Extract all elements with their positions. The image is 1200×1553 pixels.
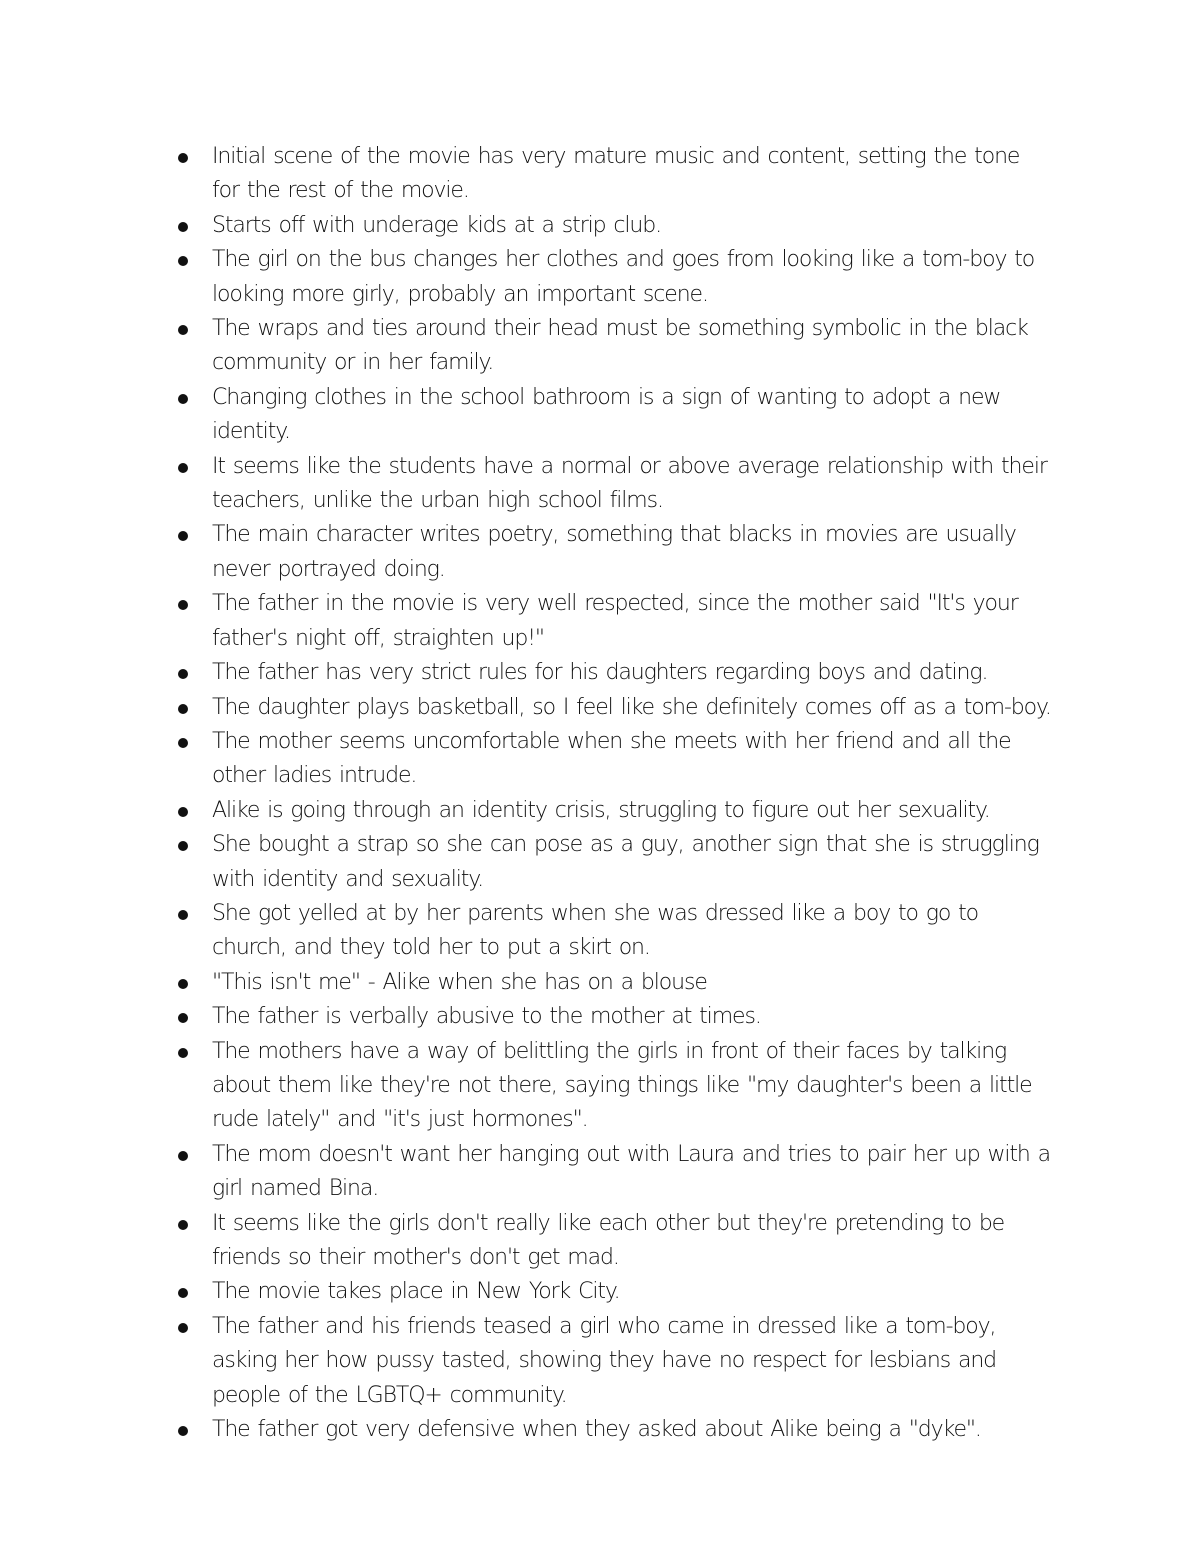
note-text: Changing clothes in the school bathroom is a sign of wanting to adopt a new identity. — [212, 384, 1001, 445]
note-text: The wraps and ties around their head must be something symbolic in the black community or in her family. — [212, 316, 1028, 376]
note-item — [174, 828, 1054, 897]
note-item — [174, 140, 1054, 209]
note-text: It seems like the girls don't really like each other but they're pretending to be friends so their mother's don't get mad. — [212, 1210, 1005, 1270]
note-item — [174, 1275, 1054, 1309]
note-item — [174, 1207, 1054, 1276]
bullet-icon — [178, 222, 188, 232]
bullet-icon — [178, 1013, 188, 1023]
note-text: The father is verbally abusive to the mother at times. — [212, 1004, 761, 1030]
note-item — [174, 1035, 1054, 1138]
note-text: "This isn't me" - Alike when she has on a blouse — [212, 969, 707, 995]
note-item — [174, 966, 1054, 1000]
note-item — [174, 897, 1054, 966]
bullet-icon — [178, 1323, 188, 1333]
bullet-icon — [178, 669, 188, 679]
note-text: The father has very strict rules for his daughters regarding boys and dating. — [212, 660, 988, 686]
bullet-icon — [178, 325, 188, 335]
note-text: Alike is going through an identity crisis, struggling to figure out her sexuality. — [212, 797, 990, 823]
note-text: The mother seems uncomfortable when she meets with her friend and all the other ladies intrude. — [212, 728, 1011, 789]
bullet-icon — [178, 531, 188, 541]
note-item — [174, 587, 1054, 656]
note-text: The mom doesn't want her hanging out with Laura and tries to pair her up with a girl named Bina. — [212, 1141, 1051, 1202]
bullet-icon — [178, 1048, 188, 1058]
bullet-icon — [178, 841, 188, 851]
note-text: The daughter plays basketball, so I feel like she definitely comes off as a tom-boy. — [212, 694, 1051, 720]
bullet-icon — [178, 910, 188, 920]
bullet-icon — [178, 1288, 188, 1298]
note-item — [174, 312, 1054, 381]
note-text: It seems like the students have a normal or above average relationship with their teachers, unlike the urban high school films. — [212, 453, 1047, 514]
note-item — [174, 381, 1054, 450]
note-text: She got yelled at by her parents when she was dressed like a boy to go to church, and they told her to put a skirt on. — [212, 900, 979, 961]
bullet-icon — [178, 463, 188, 473]
note-text: Starts off with underage kids at a strip club. — [212, 212, 662, 238]
note-text: The girl on the bus changes her clothes and goes from looking like a tom-boy to looking more girly, probably an important scene. — [212, 247, 1035, 307]
bullet-icon — [178, 600, 188, 610]
note-text: The movie takes place in New York City. — [212, 1279, 620, 1305]
note-item — [174, 691, 1054, 725]
note-text: The father in the movie is very well respected, since the mother said "It's your father's night off, straighten up!" — [212, 591, 1018, 651]
note-item — [174, 518, 1054, 587]
bullet-icon — [178, 807, 188, 817]
note-item — [174, 656, 1054, 690]
bullet-icon — [178, 394, 188, 404]
note-item — [174, 450, 1054, 519]
bullet-icon — [178, 1220, 188, 1230]
note-text: She bought a strap so she can pose as a guy, another sign that she is struggling with identity and sexuality. — [212, 832, 1039, 892]
note-item — [174, 1413, 1054, 1447]
note-item — [174, 209, 1054, 243]
note-item — [174, 794, 1054, 828]
bullet-icon — [178, 1151, 188, 1161]
note-text: The main character writes poetry, something that blacks in movies are usually never portrayed doing. — [212, 522, 1016, 582]
bullet-icon — [178, 704, 188, 714]
bullet-icon — [178, 979, 188, 989]
note-item — [174, 725, 1054, 794]
note-text: The father and his friends teased a girl who came in dressed like a tom-boy, asking her how pussy tasted, showing they have no respect for lesbians and people of the LGBTQ+ community. — [212, 1313, 997, 1408]
note-item — [174, 1138, 1054, 1207]
note-item — [174, 1000, 1054, 1034]
note-item — [174, 1310, 1054, 1413]
bullet-icon — [178, 153, 188, 163]
bullet-icon — [178, 1426, 188, 1436]
bullet-icon — [178, 256, 188, 266]
note-item — [174, 243, 1054, 312]
notes-list — [174, 140, 1054, 1447]
bullet-icon — [178, 738, 188, 748]
note-text: The father got very defensive when they asked about Alike being a "dyke". — [212, 1417, 981, 1443]
note-text: The mothers have a way of belittling the girls in front of their faces by talking about them like they're not there, saying things like "my daughter's been a little rude lately" and "it's just hormones". — [212, 1038, 1032, 1133]
note-text: Initial scene of the movie has very mature music and content, setting the tone for the rest of the movie. — [212, 144, 1020, 204]
